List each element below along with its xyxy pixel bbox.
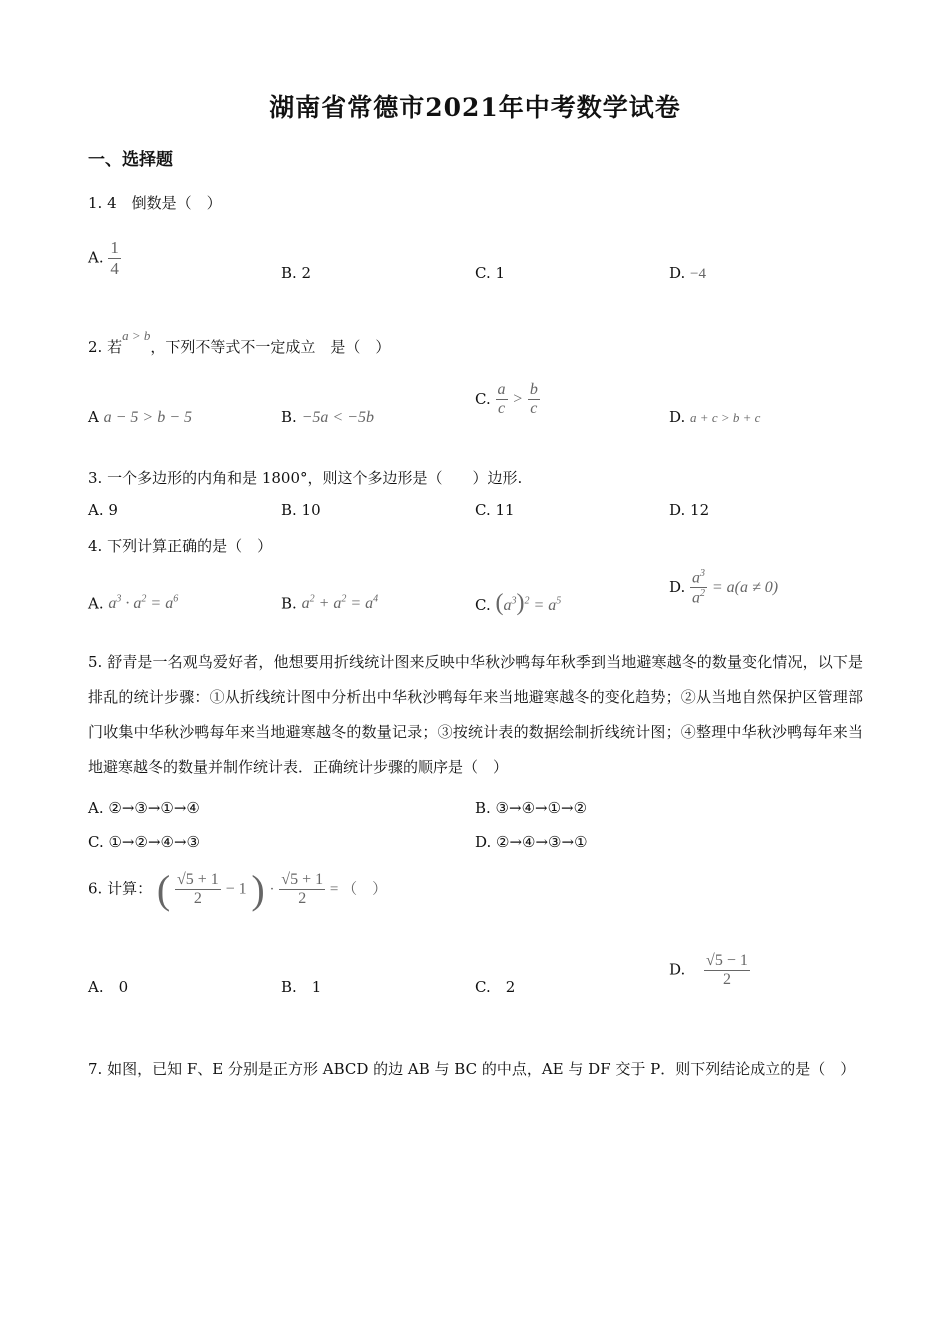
question-6-stem: 6. 计算： ( $\frac{√5 + 1}{2}$ − 1 ) · $\frac{√5 + 1}{2}$ = （ ） <box>88 867 388 912</box>
q1-a-label: A. <box>88 248 104 267</box>
q3-option-a: A. 9 <box>88 501 118 519</box>
q5-option-d: D. ②→④→③→① <box>475 833 588 851</box>
q2-option-a: A a − 5 > b − 5 <box>88 408 193 426</box>
q4-option-d: D. $\frac{a^3}{a^2}$ = a(a ≠ 0) <box>669 568 779 607</box>
question-5-stem: 5. 舒青是一名观鸟爱好者，他想要用折线统计图来反映中华秋沙鸭每年秋季到当地避寒越冬的数量变化情况，以下是排乱的统计步骤：①从折线统计图中分析出中华秋沙鸭每年来当地避寒越冬的变化趋势；②从当地自然保护区管理部门收集中华秋沙鸭每年来当地避寒越冬的数量记录；③按统计表的数据绘制折线统计图；④整理中华秋沙鸭每年来当地避寒越冬的数量并制作统计表．正确统计步骤的顺序是（ ） <box>88 653 863 776</box>
page-title: 湖南省常德市2021年中考数学试卷 <box>269 93 681 122</box>
q3-option-b: B. 10 <box>281 501 321 519</box>
question-1-stem: 1. 4 倒数是（ ） <box>88 194 222 212</box>
question-7-stem: 7. 如图，已知 F、E 分别是正方形 ABCD 的边 AB 与 BC 的中点，AE 与 DF 交于 P．则下列结论成立的是（ ） <box>88 1060 856 1078</box>
q1-option-b: B. 2 <box>281 264 312 282</box>
q5-option-c: C. ①→②→④→③ <box>88 833 200 851</box>
q6-option-d: D. $\frac{√5 - 1}{2}$ <box>669 952 748 988</box>
q3-option-d: D. 12 <box>669 501 710 519</box>
q2-option-b: B. −5a < −5b <box>281 408 374 426</box>
q1-a-fraction: $\frac{1}{4}$ <box>110 238 119 278</box>
question-2-stem: 2. 若a > b，下列不等式不一定成立 是（ ） <box>88 328 391 356</box>
q1-option-c: C. 1 <box>475 264 506 282</box>
section-heading: 一、选择题 <box>88 150 173 170</box>
q2-option-c: C. $\frac{a}{c}$ > $\frac{b}{c}$ <box>475 381 538 417</box>
q4-option-c: C. $(a^3)^2 = a^5$ <box>475 590 562 616</box>
q2-option-d: D. a + c > b + c <box>669 408 761 426</box>
q4-option-b: B. $a^2 + a^2 = a^4$ <box>281 594 379 613</box>
q1-option-d: D. −4 <box>669 264 707 282</box>
question-4-stem: 4. 下列计算正确的是（ ） <box>88 537 273 555</box>
q6-option-c: C. 2 <box>475 978 516 996</box>
q1-option-a <box>88 238 121 279</box>
q6-option-b: B. 1 <box>281 978 322 996</box>
q3-option-c: C. 11 <box>475 501 515 519</box>
question-3-stem: 3. 一个多边形的内角和是 1800°，则这个多边形是（ ）边形. <box>88 469 523 487</box>
q4-option-a: A. $a^3 \cdot a^2 = a^6$ <box>88 594 179 613</box>
q5-option-b: B. ③→④→①→② <box>475 799 588 817</box>
q5-option-a: A. ②→③→①→④ <box>88 799 200 817</box>
q6-option-a: A. 0 <box>88 978 129 996</box>
